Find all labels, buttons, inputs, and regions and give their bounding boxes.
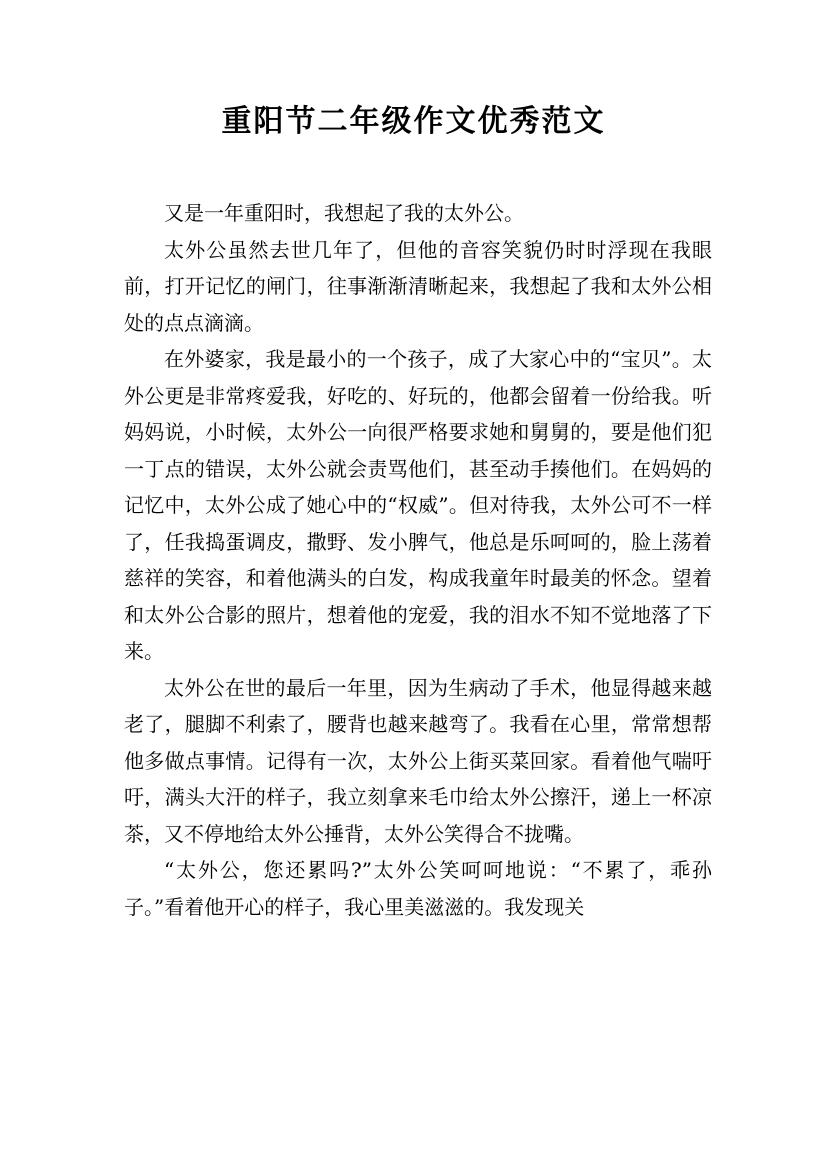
paragraph-1: 又是一年重阳时，我想起了我的太外公。 bbox=[164, 201, 524, 225]
paragraph-5: “太外公，您还累吗?”太外公笑呵呵地说：“不累了，乖孙子。”看着他开心的样子，我心里美滋滋的。我发现关 bbox=[124, 858, 712, 919]
document-body bbox=[124, 195, 712, 925]
paragraph-4: 太外公在世的最后一年里，因为生病动了手术，他显得越来越老了，腿脚不利索了，腰背也越来越弯了。我看在心里，常常想帮他多做点事情。记得有一次，太外公上街买菜回家。看着他气喘吁吁，满头大汗的样子，我立刻拿来毛巾给太外公擦汗，递上一杯凉茶，又不停地给太外公捶背，太外公笑得合不拢嘴。 bbox=[124, 675, 712, 846]
paragraph-2: 太外公虽然去世几年了，但他的音容笑貌仍时时浮现在我眼前，打开记忆的闸门，往事渐渐清晰起来，我想起了我和太外公相处的点点滴滴。 bbox=[124, 237, 712, 335]
document-title: 重阳节二年级作文优秀范文 bbox=[221, 104, 606, 139]
paragraph-3: 在外婆家，我是最小的一个孩子，成了大家心中的“宝贝”。太外公更是非常疼爱我，好吃的、好玩的，他都会留着一份给我。听妈妈说，小时候，太外公一向很严格要求她和舅舅的，要是他们犯一丁点的错误，太外公就会责骂他们，甚至动手揍他们。在妈妈的记忆中，太外公成了她心中的“权威”。但对待我，太外公可不一样了，任我捣蛋调皮，撒野、发小脾气，他总是乐呵呵的，脸上荡着慈祥的笑容，和着他满头的白发，构成我童年时最美的怀念。望着和太外公合影的照片，想着他的宠爱，我的泪水不知不觉地落了下来。 bbox=[124, 347, 712, 663]
